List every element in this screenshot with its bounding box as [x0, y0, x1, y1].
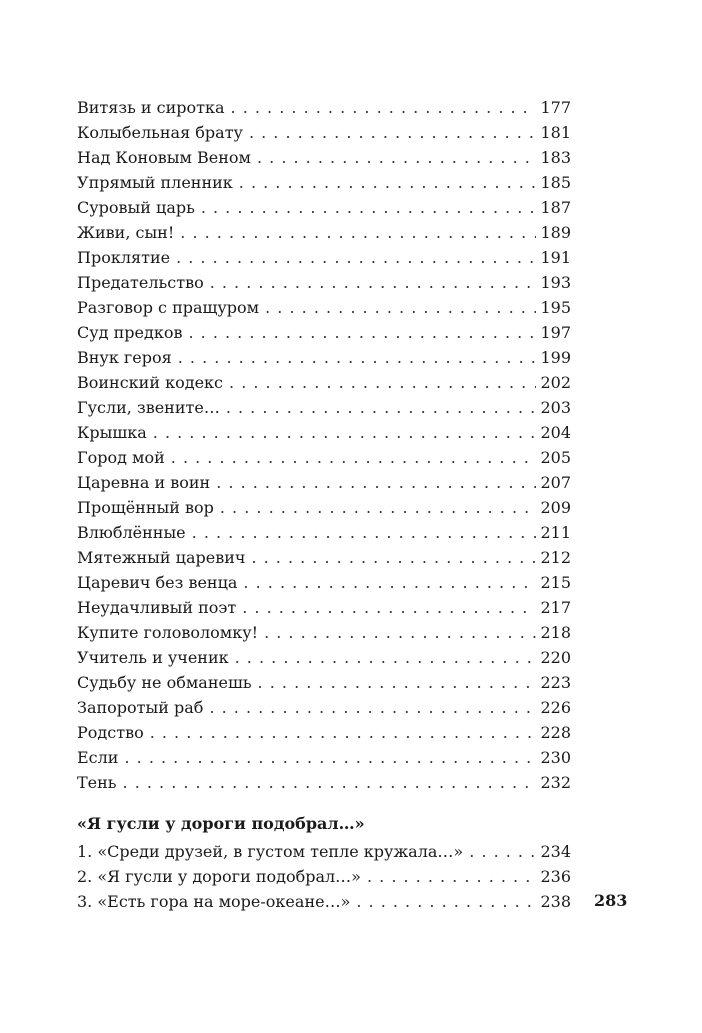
toc-entry-title: Над Коновым Веном: [77, 148, 251, 167]
toc-entry: [77, 620, 571, 645]
toc-entry-page: 238: [540, 892, 571, 911]
toc-entry-title: 2. «Я гусли у дороги подобрал…»: [77, 867, 361, 886]
toc-entry: [77, 695, 571, 720]
dot-leader: [469, 839, 536, 864]
dot-leader: [188, 320, 536, 345]
toc-entry: [77, 495, 571, 520]
toc-entry-title: Гусли, звените…: [77, 398, 220, 417]
toc-entry-page: 181: [540, 123, 571, 142]
toc-entry-page: 199: [540, 348, 571, 367]
toc-entry-page: 187: [540, 198, 571, 217]
toc-entry-page: 177: [540, 98, 571, 117]
dot-leader: [209, 695, 536, 720]
toc-entry-title: Прощённый вор: [77, 498, 214, 517]
toc-entry-page: 215: [540, 573, 571, 592]
toc-entry: [77, 245, 571, 270]
toc-entry-page: 189: [540, 223, 571, 242]
toc-entry: [77, 470, 571, 495]
toc-entry: [77, 889, 571, 914]
toc-entry-page: 204: [540, 423, 571, 442]
toc-entry-title: Если: [77, 748, 119, 767]
toc-entry-title: Живи, сын!: [77, 223, 175, 242]
toc-entry-page: 226: [540, 698, 571, 717]
toc-entry-page: 212: [540, 548, 571, 567]
table-of-contents: [77, 95, 571, 914]
dot-leader: [251, 545, 536, 570]
dot-leader: [258, 670, 537, 695]
dot-leader: [220, 495, 537, 520]
dot-leader: [210, 270, 537, 295]
toc-entry: [77, 545, 571, 570]
toc-entry-title: Упрямый пленник: [77, 173, 233, 192]
toc-entry-page: 228: [540, 723, 571, 742]
toc-entry-page: 195: [540, 298, 571, 317]
toc-entry-page: 232: [540, 773, 571, 792]
toc-entry-page: 207: [540, 473, 571, 492]
toc-entries: [77, 95, 571, 795]
toc-entry: [77, 370, 571, 395]
toc-entry-page: 211: [540, 523, 571, 542]
toc-entry-page: 236: [540, 867, 571, 886]
toc-entry-title: Разговор с пращуром: [77, 298, 260, 317]
dot-leader: [178, 345, 537, 370]
toc-entry-title: Судьбу не обманешь: [77, 673, 252, 692]
dot-leader: [243, 570, 536, 595]
toc-entry-title: Тень: [77, 773, 117, 792]
toc-entry: [77, 645, 571, 670]
toc-entry-page: 193: [540, 273, 571, 292]
toc-entry-page: 191: [540, 248, 571, 267]
toc-entry-title: Учитель и ученик: [77, 648, 229, 667]
toc-entry-title: Неудачливый поэт: [77, 598, 237, 617]
toc-entry: [77, 345, 571, 370]
dot-leader: [265, 295, 536, 320]
toc-entry: [77, 195, 571, 220]
toc-entry-page: 220: [540, 648, 571, 667]
toc-entry: [77, 670, 571, 695]
dot-leader: [229, 370, 536, 395]
toc-entry-page: 209: [540, 498, 571, 517]
toc-entry: [77, 864, 571, 889]
toc-entry-page: 183: [540, 148, 571, 167]
toc-entry-title: 1. «Среди друзей, в густом тепле кружала…»: [77, 842, 464, 861]
toc-entry: [77, 445, 571, 470]
toc-entry-title: Купите головоломку!: [77, 623, 259, 642]
dot-leader: [356, 889, 536, 914]
toc-entry: [77, 120, 571, 145]
toc-entry-page: 205: [540, 448, 571, 467]
toc-entry-title: Воинский кодекс: [77, 373, 224, 392]
dot-leader: [239, 170, 537, 195]
toc-entry-page: 217: [540, 598, 571, 617]
dot-leader: [171, 445, 537, 470]
dot-leader: [235, 645, 537, 670]
dot-leader: [249, 120, 537, 145]
toc-entry: [77, 745, 571, 770]
toc-entry-title: Внук героя: [77, 348, 172, 367]
toc-entry-title: Царевна и воин: [77, 473, 211, 492]
toc-entry: [77, 170, 571, 195]
toc-entry: [77, 320, 571, 345]
dot-leader: [242, 595, 536, 620]
toc-entry-title: Царевич без венца: [77, 573, 238, 592]
toc-entry-title: Родство: [77, 723, 144, 742]
dot-leader: [226, 395, 537, 420]
toc-entry-title: 3. «Есть гора на море-океане…»: [77, 892, 351, 911]
toc-entry: [77, 839, 571, 864]
dot-leader: [124, 745, 536, 770]
section-entries: [77, 839, 571, 914]
toc-entry: [77, 395, 571, 420]
toc-entry: [77, 220, 571, 245]
toc-entry: [77, 145, 571, 170]
toc-entry: [77, 295, 571, 320]
dot-leader: [201, 195, 537, 220]
toc-entry: [77, 595, 571, 620]
toc-entry-title: Колыбельная брату: [77, 123, 243, 142]
dot-leader: [367, 864, 536, 889]
toc-entry-title: Суд предков: [77, 323, 183, 342]
toc-entry-page: 230: [540, 748, 571, 767]
toc-entry: [77, 770, 571, 795]
toc-entry-page: 203: [540, 398, 571, 417]
dot-leader: [192, 520, 537, 545]
toc-entry-title: Крышка: [77, 423, 147, 442]
dot-leader: [264, 620, 536, 645]
toc-entry: [77, 720, 571, 745]
toc-entry: [77, 270, 571, 295]
toc-entry-title: Мятежный царевич: [77, 548, 246, 567]
toc-entry-title: Предательство: [77, 273, 204, 292]
toc-entry-title: Проклятие: [77, 248, 171, 267]
toc-entry-title: Витязь и сиротка: [77, 98, 225, 117]
toc-entry: [77, 570, 571, 595]
dot-leader: [216, 470, 536, 495]
section-title: «Я гусли у дороги подобрал…»: [77, 814, 365, 833]
dot-leader: [180, 220, 536, 245]
toc-entry-title: Суровый царь: [77, 198, 195, 217]
dot-leader: [153, 420, 537, 445]
dot-leader: [176, 245, 536, 270]
toc-entry-page: 197: [540, 323, 571, 342]
dot-leader: [123, 770, 537, 795]
toc-entry-title: Влюблённые: [77, 523, 186, 542]
toc-entry: [77, 95, 571, 120]
toc-entry-title: Город мой: [77, 448, 165, 467]
toc-entry-title: Запоротый раб: [77, 698, 204, 717]
page-number: 283: [594, 891, 628, 910]
toc-entry-page: 234: [540, 842, 571, 861]
toc-entry-page: 185: [540, 173, 571, 192]
toc-entry-page: 202: [540, 373, 571, 392]
dot-leader: [150, 720, 537, 745]
dot-leader: [257, 145, 536, 170]
toc-entry: [77, 520, 571, 545]
dot-leader: [231, 95, 537, 120]
toc-entry-page: 223: [540, 673, 571, 692]
toc-entry-page: 218: [540, 623, 571, 642]
toc-entry: [77, 420, 571, 445]
